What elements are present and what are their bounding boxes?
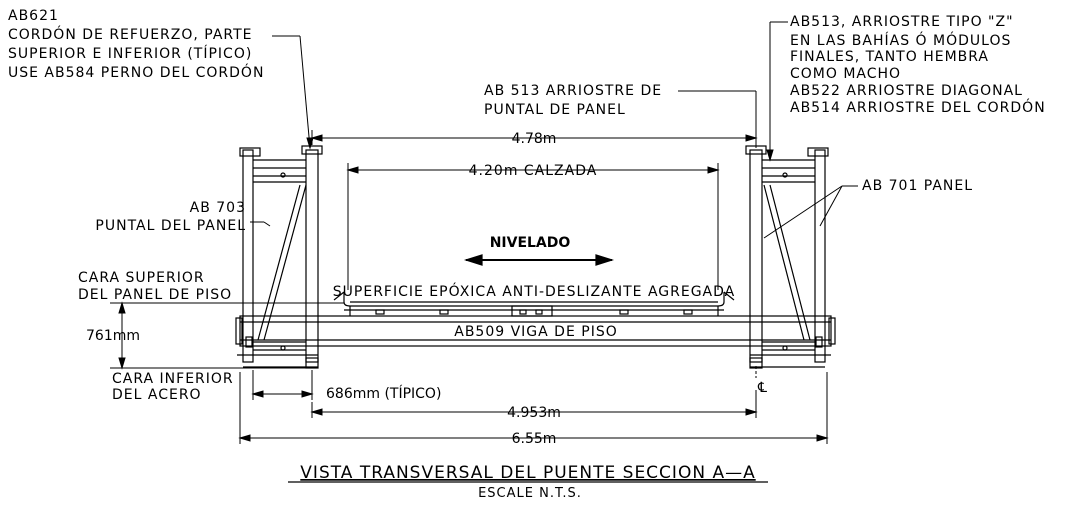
drawing-title: VISTA TRANSVERSAL DEL PUENTE SECCION A—A bbox=[300, 463, 756, 483]
level-arrow bbox=[466, 255, 612, 265]
beam-label: AB509 VIGA DE PISO bbox=[454, 324, 618, 340]
dim-655: 6.55m bbox=[511, 431, 557, 447]
cara-superior-line-1: CARA SUPERIOR bbox=[78, 270, 205, 286]
ab513r-line-1: AB513, ARRIOSTRE TIPO "Z" bbox=[790, 14, 1014, 30]
ab513m-line-1: AB 513 ARRIOSTRE DE bbox=[484, 83, 663, 99]
cara-inferior-line-2: DEL ACERO bbox=[112, 387, 202, 403]
leader-lines bbox=[250, 22, 858, 238]
dim-761: 761mm bbox=[86, 328, 140, 344]
callout-ab513-mid bbox=[484, 83, 662, 118]
ab513r-line-6: AB514 ARRIOSTRE DEL CORDÓN bbox=[790, 100, 1046, 116]
callout-cara-superior bbox=[78, 270, 232, 303]
nivelado-label: NIVELADO bbox=[489, 235, 571, 251]
ab701-line-1: AB 701 PANEL bbox=[862, 178, 974, 194]
centerline-symbol: ℄ bbox=[758, 380, 767, 396]
deck-label: SUPERFICIE EPÓXICA ANTI-DESLIZANTE AGREGADA bbox=[332, 284, 736, 300]
ab621-line-1: AB621 bbox=[8, 8, 59, 24]
callout-ab701 bbox=[862, 178, 973, 194]
callout-ab703 bbox=[95, 200, 246, 234]
right-truss-panel bbox=[746, 146, 831, 368]
ab703-line-2: PUNTAL DEL PANEL bbox=[95, 218, 246, 234]
dim-420: 4.20m CALZADA bbox=[468, 163, 598, 179]
ab621-line-3: SUPERIOR E INFERIOR (TÍPICO) bbox=[8, 46, 253, 62]
callout-ab621 bbox=[8, 8, 264, 81]
callout-ab513-right bbox=[790, 14, 1046, 116]
cara-superior-line-2: DEL PANEL DE PISO bbox=[78, 287, 233, 303]
cara-inferior-line-1: CARA INFERIOR bbox=[112, 371, 234, 387]
callout-cara-inferior bbox=[112, 371, 234, 403]
ab513r-line-3: FINALES, TANTO HEMBRA bbox=[790, 49, 989, 65]
left-truss-panel bbox=[237, 146, 322, 368]
ab513m-line-2: PUNTAL DE PANEL bbox=[484, 102, 626, 118]
dim-686: 686mm (TÍPICO) bbox=[326, 386, 442, 402]
dim-478: 4.78m bbox=[511, 131, 557, 147]
ab513r-line-2: EN LAS BAHÍAS Ó MÓDULOS bbox=[790, 33, 1012, 49]
dim-4953: 4.953m bbox=[507, 405, 561, 421]
ab513r-line-4: COMO MACHO bbox=[790, 66, 902, 82]
ab703-line-1: AB 703 bbox=[189, 200, 246, 216]
ab621-line-4: USE AB584 PERNO DEL CORDÓN bbox=[8, 65, 265, 81]
ab621-line-2: CORDÓN DE REFUERZO, PARTE bbox=[8, 27, 253, 43]
ab513r-line-5: AB522 ARRIOSTRE DIAGONAL bbox=[790, 83, 1023, 99]
drawing-subtitle: ESCALE N.T.S. bbox=[478, 486, 582, 501]
